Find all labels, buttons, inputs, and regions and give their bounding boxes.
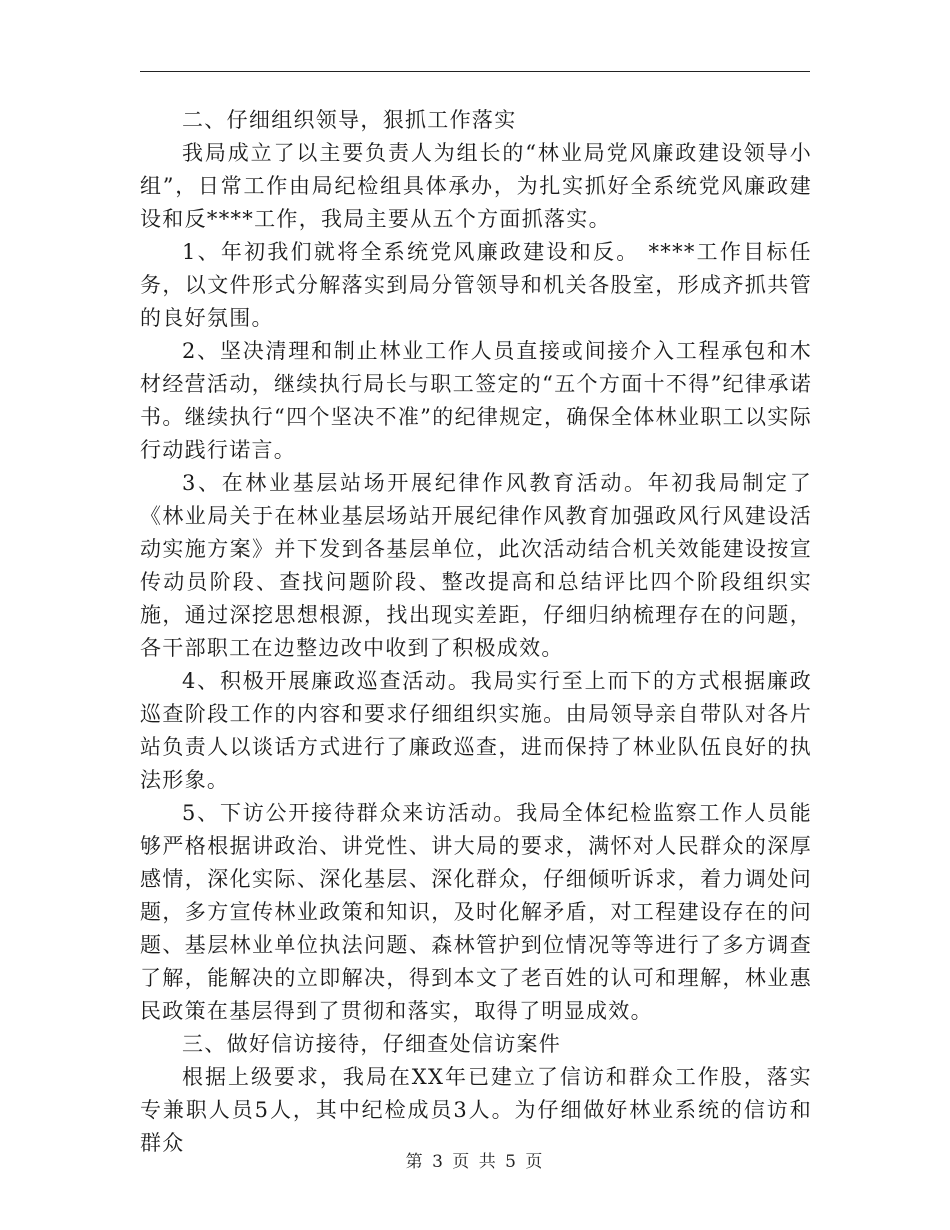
paragraph-item-2: 2、坚决清理和制止林业工作人员直接或间接介入工程承包和木材经营活动，继续执行局长与职工签定的“五个方面十不得”纪律承诺书。继续执行“四个坚决不准”的纪律规定，确保全体林业职工以实际行动践行诺言。: [140, 339, 812, 462]
header-rule: [140, 71, 810, 72]
page-number-footer: 第 3 页 共 5 页: [405, 1152, 545, 1172]
paragraph-item-5: 5、下访公开接待群众来访活动。我局全体纪检监察工作人员能够严格根据讲政治、讲党性、讲大局的要求，满怀对人民群众的深厚感情，深化实际、深化基层、深化群众，仔细倾听诉求，着力调处问题，多方宣传林业政策和知识，及时化解矛盾，对工程建设存在的问题、基层林业单位执法问题、森林管护到位情况等等进行了多方调查了解，能解决的立即解决，得到本文了老百姓的认可和理解，林业惠民政策在基层得到了贯彻和落实，取得了明显成效。: [140, 801, 812, 1023]
section-heading-2: 二、仔细组织领导，狠抓工作落实: [182, 108, 517, 132]
paragraph-petition: 根据上级要求，我局在XX年已建立了信访和群众工作股，落实专兼职人员5人，其中纪检成员3人。为仔细做好林业系统的信访和群众: [140, 1065, 812, 1155]
paragraph-item-4: 4、积极开展廉政巡查活动。我局实行至上而下的方式根据廉政巡查阶段工作的内容和要求仔细组织实施。由局领导亲自带队对各片站负责人以谈话方式进行了廉政巡查，进而保持了林业队伍良好的执法形象。: [140, 669, 812, 792]
document-body: [140, 104, 812, 1160]
section-heading-3: 三、做好信访接待，仔细查处信访案件: [182, 1032, 562, 1056]
paragraph-intro: 我局成立了以主要负责人为组长的“林业局党风廉政建设领导小组”，日常工作由局纪检组具体承办，为扎实抓好全系统党风廉政建设和反****工作，我局主要从五个方面抓落实。: [140, 141, 812, 231]
paragraph-item-1: 1、年初我们就将全系统党风廉政建设和反。 ****工作目标任务，以文件形式分解落实到局分管领导和机关各股室，形成齐抓共管的良好氛围。: [140, 240, 812, 330]
paragraph-item-3: 3、在林业基层站场开展纪律作风教育活动。年初我局制定了《林业局关于在林业基层场站开展纪律作风教育加强政风行风建设活动实施方案》并下发到各基层单位，此次活动结合机关效能建设按宣传动员阶段、查找问题阶段、整改提高和总结评比四个阶段组织实施，通过深挖思想根源，找出现实差距，仔细归纳梳理存在的问题，各干部职工在边整边改中收到了积极成效。: [140, 471, 812, 660]
